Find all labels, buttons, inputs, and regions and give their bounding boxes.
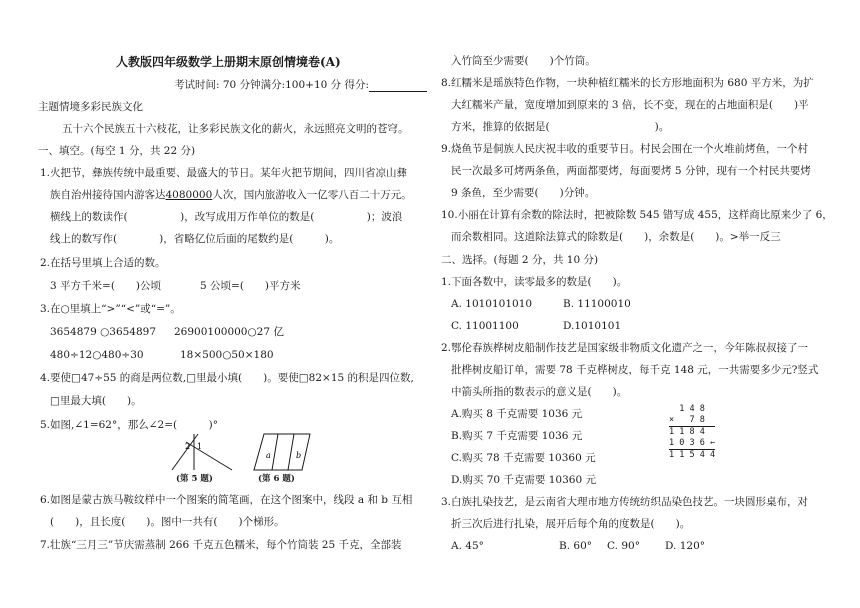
s2-q1-line1: 1.下面各数中，读零最多的数是( )。 (441, 276, 628, 288)
q10-line1: 10.小丽在计算有余数的除法时，把被除数 545 错写成 455，这样商比原来少了 6， (441, 209, 833, 221)
q10-line2: 而余数相同。这道除法算式的除数是( )，余数是( )。>举一反三 (451, 231, 781, 243)
s2-q3-option-a[interactable]: A. 45° (451, 540, 484, 552)
q8-line1: 8.红糯米是瑶族特色作物，一块种植红糯米的长方形地面积为 680 平方米，为扩 (441, 77, 814, 89)
q3-item-b: 26900100000○27 亿 (174, 326, 284, 338)
s2-q1-option-b[interactable]: B. 11100010 (563, 298, 631, 310)
s2-q3-option-d[interactable]: D. 120° (665, 540, 706, 552)
q3-line1: 3.在○里填上“>”“<”或“=”。 (40, 303, 181, 315)
q1-line2 (50, 189, 412, 202)
figure-6-trapezoid-diagram (252, 432, 314, 472)
exam-info-text: 考试时间: 70 分钟满分:100+10 分 得分: (174, 79, 370, 91)
q2-item-b: 5 公顷=( )平方米 (200, 280, 301, 292)
exam-info (174, 79, 427, 92)
q9-line1: 9.烧鱼节是侗族人民庆祝丰收的重要节日。村民会围在一个火堆前烤鱼，一个村 (441, 143, 809, 155)
fig6-label-b: b (296, 451, 302, 460)
s2-q2-line3: 中箭头所指的数表示的意义是( )。 (451, 386, 628, 398)
q6-line1: 6.如图是蒙古族马鞍纹样中一个图案的简笔画，在这个图案中，线段 a 和 b 互相 (40, 494, 413, 506)
theme-intro: 五十六个民族五十六枝花，让多彩民族文化的薪火，永远照亮文明的苍穹。 (62, 123, 409, 135)
q6-line2: ( )，且长度( )。图中一共有( )个梯形。 (50, 516, 285, 528)
vertical-multiplication (669, 404, 715, 461)
calc-row-product: 1 1 5 4 4 (669, 450, 716, 461)
q2-item-a: 3 平方千米=( )公顷 (50, 280, 162, 292)
s2-q3-line2: 折三次后进行扎染，展开后每个角的度数是( )。 (451, 518, 691, 530)
s2-q2-line1: 2.鄂伦春族桦树皮船制作技艺是国家级非物质文化遗产之一，今年陈叔叔接了一 (441, 342, 809, 354)
q2-line1: 2.在括号里填上合适的数。 (40, 257, 166, 269)
s2-q2-option-d[interactable]: D.购买 70 千克需要 10360 元 (451, 474, 596, 486)
s2-q1-option-c[interactable]: C. 11001100 (451, 320, 519, 332)
s2-q3-option-b[interactable]: B. 60° (559, 540, 593, 552)
fig6-segment-a (272, 434, 278, 470)
fig5-label-1: 1 (197, 442, 203, 451)
s2-q2-option-a[interactable]: A.购买 8 千克需要 1036 元 (451, 408, 583, 420)
figure-6-caption: (第 6 题) (258, 474, 295, 484)
s2-q3-option-c[interactable]: C. 90° (607, 540, 640, 552)
section2-heading: 二、选择。(每题 2 分，共 10 分) (441, 254, 599, 266)
q3-item-c: 480÷12○480÷30 (50, 349, 144, 361)
q1-line3: 横线上的数读作( )，改写成用万作单位的数是( )；波浪 (50, 211, 403, 223)
figure-5-caption: (第 5 题) (176, 474, 213, 484)
exam-title: 人教版四年级数学上册期末原创情境卷(A) (116, 55, 341, 69)
s2-q1-option-d[interactable]: D.1010101 (563, 320, 622, 332)
q7-line2: 入竹筒至少需要( )个竹筒。 (451, 55, 596, 67)
section1-heading: 一、填空。(每空 1 分，共 22 分) (38, 145, 196, 157)
q9-line3: 9 条鱼，至少需要( )分钟。 (451, 187, 596, 199)
s2-q3-line1: 3.白族扎染技艺，是云南省大理市地方传统纺织品染色技艺。一块圆形桌布，对 (441, 496, 809, 508)
q9-line2: 民一次最多可烤两条鱼，两面都要烤，每面要烤 5 分钟，现有一个村民共要烤 (451, 165, 811, 177)
fig6-label-a: a (266, 451, 271, 460)
fig6-outer-shape (254, 434, 310, 470)
q3-item-a: 3654879 ○3654897 (50, 326, 157, 338)
s2-q2-option-b[interactable]: B.购买 7 千克需要 1036 元 (451, 430, 583, 442)
s2-q2-option-c[interactable]: C.购买 78 千克需要 10360 元 (451, 452, 596, 464)
q8-line3: 方米，推算的依据是( )。 (451, 121, 670, 133)
fig5-line-c (186, 442, 232, 470)
q4-line1: 4.要使□47÷55 的商是两位数,□里最小填( )。要使□82×15 的积是四位数, (40, 372, 414, 384)
calc-row-multiplier: × 7 8 (669, 415, 705, 426)
q8-line2: 大红糯米产量，宽度增加到原来的 3 倍，长不变，现在的占地面积是( )平 (451, 99, 809, 111)
q1-underlined-number: 4080000 (165, 189, 213, 201)
figure-5-angle-diagram (164, 432, 234, 472)
arrow-left-icon: ← (704, 438, 716, 449)
q4-line2: □里最大填( )。 (50, 395, 142, 407)
score-blank[interactable] (369, 81, 427, 92)
q3-item-d: 18×500○50×180 (180, 349, 274, 361)
q5-line1: 5.如图,∠1=62°，那么∠2=( )° (40, 419, 218, 431)
theme-heading: 主题情境多彩民族文化 (38, 101, 143, 113)
fig5-label-2: 2 (185, 442, 191, 451)
q1-line1: 1.火把节，彝族传统中最重要、最盛大的节日。某年火把节期间，四川省凉山彝 (40, 167, 408, 179)
calc-row-partial-2-text: 1 0 3 6 (669, 438, 705, 449)
q7-line1: 7.壮族“三月三”节庆需蒸制 266 千克五色糯米，每个竹筒装 25 千克，全部装 (40, 539, 402, 551)
calc-row-partial-2 (669, 438, 715, 449)
q1-line4: 线上的数写作( )，省略亿位后面的尾数约是( )。 (50, 233, 340, 245)
q1-line2-post: 人次，国内旅游收入一亿零八百二十万元。 (212, 189, 412, 201)
s2-q2-line2: 批桦树皮船订单，需要 78 千克桦树皮，每千克 148 元，一共需要多少元?竖式 (451, 364, 819, 376)
calc-row-multiplicand: 1 4 8 (669, 404, 705, 414)
calc-row-partial-1: 1 1 8 4 (669, 426, 715, 438)
q1-line2-pre: 族自治州接待国内游客达 (50, 189, 166, 201)
s2-q1-option-a[interactable]: A. 1010101010 (451, 298, 533, 310)
fig6-segment-b (288, 434, 294, 470)
